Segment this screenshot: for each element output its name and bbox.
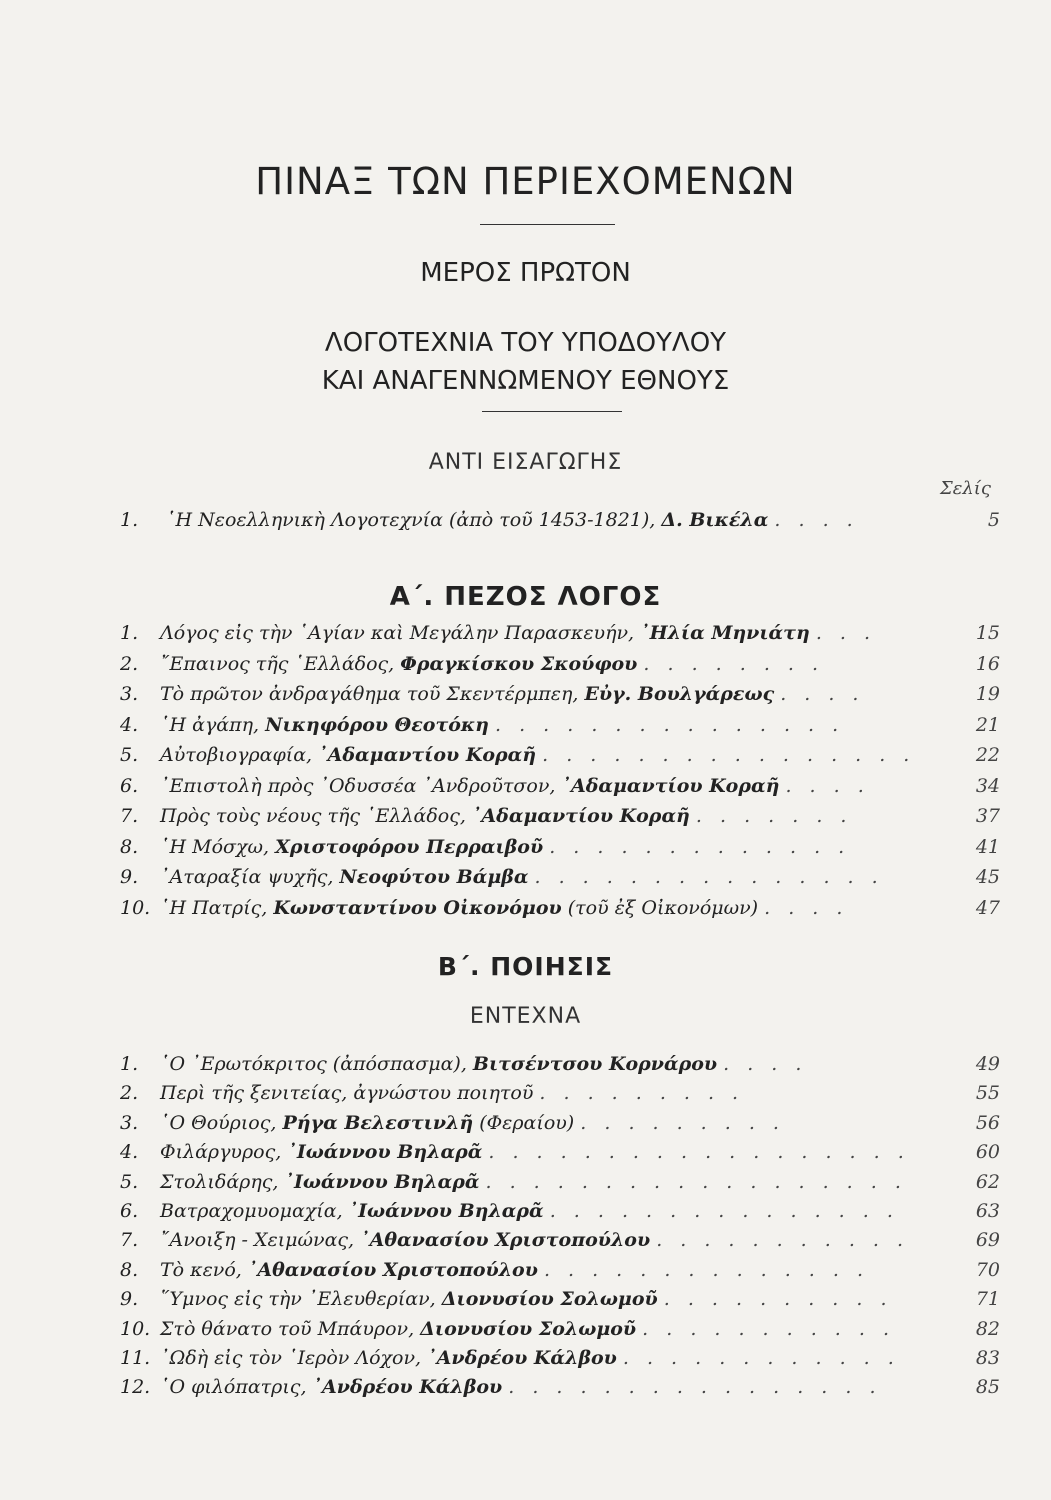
entry-number: 8. <box>120 1258 139 1281</box>
entry-leader: . . . . . . . . . . <box>663 1288 893 1311</box>
toc-entry <box>120 836 970 860</box>
entry-author: Διονυσίου Σολωμοῦ <box>420 1317 637 1340</box>
toc-entry <box>120 1347 970 1371</box>
entry-title: Βατραχομυομαχία, <box>160 1200 343 1222</box>
entry-author: ᾿Αδαμαντίου Κοραῆ <box>318 744 537 766</box>
page-title: ΠΙΝΑΞ ΤΩΝ ΠΕΡΙΕΧΟΜΕΝΩΝ <box>255 160 796 203</box>
entry-number: 11. <box>120 1347 151 1369</box>
entry-page: 41 <box>975 835 1000 858</box>
entry-page: 71 <box>975 1288 1000 1311</box>
entry-leader: . . . . . . . . . . . <box>642 1317 895 1340</box>
entry-leader: . . . . . . . . . . . . . . . . <box>508 1376 882 1399</box>
section-b-subheading: ΕΝΤΕΧΝΑ <box>469 1004 582 1029</box>
toc-entry <box>120 714 970 738</box>
entry-leader: . . . . <box>774 509 859 531</box>
toc-entry <box>120 1112 970 1136</box>
entry-page: 82 <box>975 1317 1000 1340</box>
entry-number: 3. <box>120 683 139 705</box>
entry-author: ᾿Ιωάννου Βηλαρᾶ <box>287 1141 483 1164</box>
entry-title: Στὸ θάνατο τοῦ Μπάυρον, <box>160 1317 415 1340</box>
toc-entry <box>120 683 970 707</box>
entry-number: 4. <box>120 713 139 736</box>
entry-author: Βιτσέντσου Κορνάρου <box>472 1053 718 1075</box>
toc-entry <box>120 1318 970 1342</box>
entry-leader: . . . . . . . . . . . . . . <box>543 1258 870 1281</box>
entry-title: ῾Ο φιλόπατρις, <box>160 1376 307 1399</box>
entry-page: 37 <box>975 805 1000 827</box>
entry-note: (τοῦ ἐξ Οἰκονόμων) <box>567 896 759 919</box>
section-b-heading: Β΄. ΠΟΙΗΣΙΣ <box>437 952 614 981</box>
entry-page: 15 <box>975 622 1000 644</box>
toc-entry <box>120 775 970 799</box>
entry-title: ῞Υμνος εἰς τὴν ᾿Ελευθερίαν, <box>160 1288 436 1311</box>
entry-leader: . . . . . . . <box>695 805 853 827</box>
subtitle-line-2: ΚΑΙ ΑΝΑΓΕΝΝΩΜΕΝΟΥ ΕΘΝΟΥΣ <box>321 366 730 396</box>
entry-title: ῾Ο Θούριος, <box>160 1111 277 1134</box>
entry-number: 1. <box>120 509 139 531</box>
toc-entry <box>120 1229 970 1253</box>
toc-entry <box>120 1171 970 1195</box>
toc-entry <box>120 866 970 890</box>
entry-page: 49 <box>975 1053 1000 1075</box>
entry-author: Νικηφόρου Θεοτόκη <box>265 713 489 736</box>
entry-title: ᾿Αταραξία ψυχῆς, <box>160 866 334 888</box>
entry-leader: . . . . . . . . . . . . . . . <box>495 713 845 736</box>
toc-entry <box>120 1053 970 1077</box>
entry-author: ᾿Αθανασίου Χριστοπούλου <box>247 1258 538 1281</box>
entry-page: 55 <box>975 1082 1000 1105</box>
entry-leader: . . . . . . . . . . . . <box>622 1347 900 1369</box>
section-a-heading: Α΄. ΠΕΖΟΣ ΛΟΓΟΣ <box>389 582 662 612</box>
entry-author: ᾿Αθανασίου Χριστοπούλου <box>360 1229 651 1252</box>
entry-author: Διονυσίου Σολωμοῦ <box>441 1288 658 1311</box>
entry-page: 69 <box>975 1229 1000 1252</box>
entry-page: 19 <box>975 683 1000 705</box>
entry-leader: . . . . . . . . . . . . . <box>549 835 851 858</box>
entry-title: Στολιδάρης, <box>160 1170 279 1193</box>
entry-page: 63 <box>975 1200 1000 1222</box>
entry-author: ᾿Αδαμαντίου Κοραῆ <box>561 774 780 797</box>
entry-title: Τὸ πρῶτον ἀνδραγάθημα τοῦ Σκεντέρμπεη, <box>160 683 579 705</box>
entry-number: 2. <box>120 652 139 675</box>
entry-title: Περὶ τῆς ξενιτείας, ἀγνώστου ποιητοῦ <box>160 1082 534 1105</box>
entry-number: 9. <box>120 1288 139 1311</box>
entry-leader: . . . . <box>780 683 865 705</box>
entry-title: ᾿Επιστολὴ πρὸς ᾿Οδυσσέα ᾿Ανδροῦτσον, <box>160 774 556 797</box>
entry-title: ᾿Ωδὴ εἰς τὸν ῾Ιερὸν Λόχον, <box>160 1347 422 1369</box>
entry-leader: . . . . . . . . . . . . . . . <box>534 866 884 888</box>
entry-author: Φραγκίσκου Σκούφου <box>400 652 638 675</box>
entry-number: 4. <box>120 1141 139 1164</box>
entry-page: 62 <box>975 1170 1000 1193</box>
subtitle-divider <box>482 411 622 412</box>
toc-entry <box>120 653 970 677</box>
entry-leader: . . . . . . . . . <box>580 1111 785 1134</box>
entry-page: 34 <box>975 774 1000 797</box>
entry-number: 10. <box>120 1317 151 1340</box>
entry-number: 6. <box>120 1200 139 1222</box>
entry-leader: . . . . <box>785 774 870 797</box>
entry-title: Αὐτοβιογραφία, <box>160 744 313 766</box>
toc-entry <box>120 1288 970 1312</box>
entry-page: 16 <box>975 652 1000 675</box>
entry-author: Εὐγ. Βουλγάρεως <box>584 683 775 705</box>
entry-leader: . . . . . . . . . <box>539 1082 745 1105</box>
intro-heading: ΑΝΤΙ ΕΙΣΑΓΩΓΗΣ <box>428 450 623 475</box>
entry-page: 60 <box>975 1141 1000 1164</box>
toc-entry <box>120 744 970 768</box>
entry-page: 85 <box>975 1376 1000 1399</box>
entry-title: Τὸ κενό, <box>160 1258 242 1281</box>
toc-entry <box>120 1141 970 1165</box>
entry-page: 47 <box>975 896 1000 919</box>
entry-author: ᾿Ιωάννου Βηλαρᾶ <box>284 1170 480 1193</box>
entry-number: 12. <box>120 1376 151 1399</box>
toc-entry <box>120 622 970 646</box>
entry-author: ᾿Ηλία Μηνιάτη <box>640 622 810 644</box>
entry-leader: . . . <box>815 622 877 644</box>
entry-leader: . . . . . . . . . . . . . . . . . . <box>485 1170 907 1193</box>
page-column-label: Σελίς <box>940 478 991 499</box>
entry-number: 8. <box>120 835 139 858</box>
entry-page: 56 <box>975 1111 1000 1134</box>
entry-author: ᾿Ιωάννου Βηλαρᾶ <box>348 1200 544 1222</box>
title-divider <box>480 224 615 225</box>
entry-number: 6. <box>120 774 139 797</box>
entry-leader: . . . . . . . . . . . . . . . . . . <box>488 1141 910 1164</box>
entry-page: 83 <box>975 1347 1000 1369</box>
entry-title: ῎Επαινος τῆς ῾Ελλάδος, <box>160 652 395 675</box>
entry-title: Φιλάργυρος, <box>160 1141 282 1164</box>
entry-leader: . . . . . . . . . . . <box>656 1229 910 1252</box>
entry-title: ῾Η ἀγάπη, <box>160 713 260 736</box>
entry-number: 5. <box>120 744 139 766</box>
entry-page: 22 <box>975 744 1000 766</box>
entry-leader: . . . . <box>723 1053 808 1075</box>
intro-entry <box>120 509 970 533</box>
toc-entry <box>120 1259 970 1283</box>
entry-page: 70 <box>975 1258 1000 1281</box>
entry-author: ᾿Ανδρέου Κάλβου <box>312 1376 503 1399</box>
part-heading: ΜΕΡΟΣ ΠΡΩΤΟΝ <box>420 258 631 288</box>
entry-author: ᾿Αδαμαντίου Κοραῆ <box>471 805 690 827</box>
entry-leader: . . . . . . . . . . . . . . . <box>549 1200 899 1222</box>
entry-author: Χριστοφόρου Περραιβοῦ <box>275 835 544 858</box>
entry-number: 1. <box>120 622 139 644</box>
entry-title: ῎Ανοιξη - Χειμώνας, <box>160 1229 355 1252</box>
entry-leader: . . . . . . . . . . . . . . . . <box>542 744 916 766</box>
entry-number: 7. <box>120 1229 139 1252</box>
toc-entry <box>120 1082 970 1106</box>
subtitle-line-1: ΛΟΓΟΤΕΧΝΙΑ ΤΟΥ ΥΠΟΔΟΥΛΟΥ <box>324 328 727 358</box>
entry-title: ῾Η Νεοελληνικὴ Λογοτεχνία (ἀπὸ τοῦ 1453-1821), <box>166 509 656 531</box>
entry-title: ῾Ο ᾿Ερωτόκριτος (ἀπόσπασμα), <box>160 1053 467 1075</box>
entry-number: 1. <box>120 1053 139 1075</box>
entry-title: Λόγος εἰς τὴν ῾Αγίαν καὶ Μεγάλην Παρασκευήν, <box>160 622 635 644</box>
entry-note: (Φεραίου) <box>479 1111 575 1134</box>
entry-title: Πρὸς τοὺς νέους τῆς ῾Ελλάδος, <box>160 805 466 827</box>
entry-author: Δ. Βικέλα <box>661 509 769 531</box>
entry-page: 5 <box>987 509 1000 531</box>
entry-author: Νεοφύτου Βάμβα <box>339 866 529 888</box>
entry-title: ῾Η Πατρίς, <box>160 896 268 919</box>
entry-number: 3. <box>120 1111 139 1134</box>
entry-author: Κωνσταντίνου Οἰκονόμου <box>273 896 562 919</box>
entry-number: 9. <box>120 866 139 888</box>
entry-number: 2. <box>120 1082 139 1105</box>
toc-entry <box>120 805 970 829</box>
entry-number: 7. <box>120 805 139 827</box>
entry-page: 21 <box>975 713 1000 736</box>
toc-entry <box>120 897 970 921</box>
entry-author: Ρήγα Βελεστινλῆ <box>282 1111 474 1134</box>
entry-leader: . . . . . . . . <box>643 652 825 675</box>
toc-entry <box>120 1200 970 1224</box>
toc-entry <box>120 1376 970 1400</box>
entry-number: 5. <box>120 1170 139 1193</box>
entry-page: 45 <box>975 866 1000 888</box>
entry-leader: . . . . <box>764 896 849 919</box>
entry-number: 10. <box>120 896 151 919</box>
entry-title: ῾Η Μόσχω, <box>160 835 270 858</box>
entry-author: ᾿Ανδρέου Κάλβου <box>427 1347 617 1369</box>
